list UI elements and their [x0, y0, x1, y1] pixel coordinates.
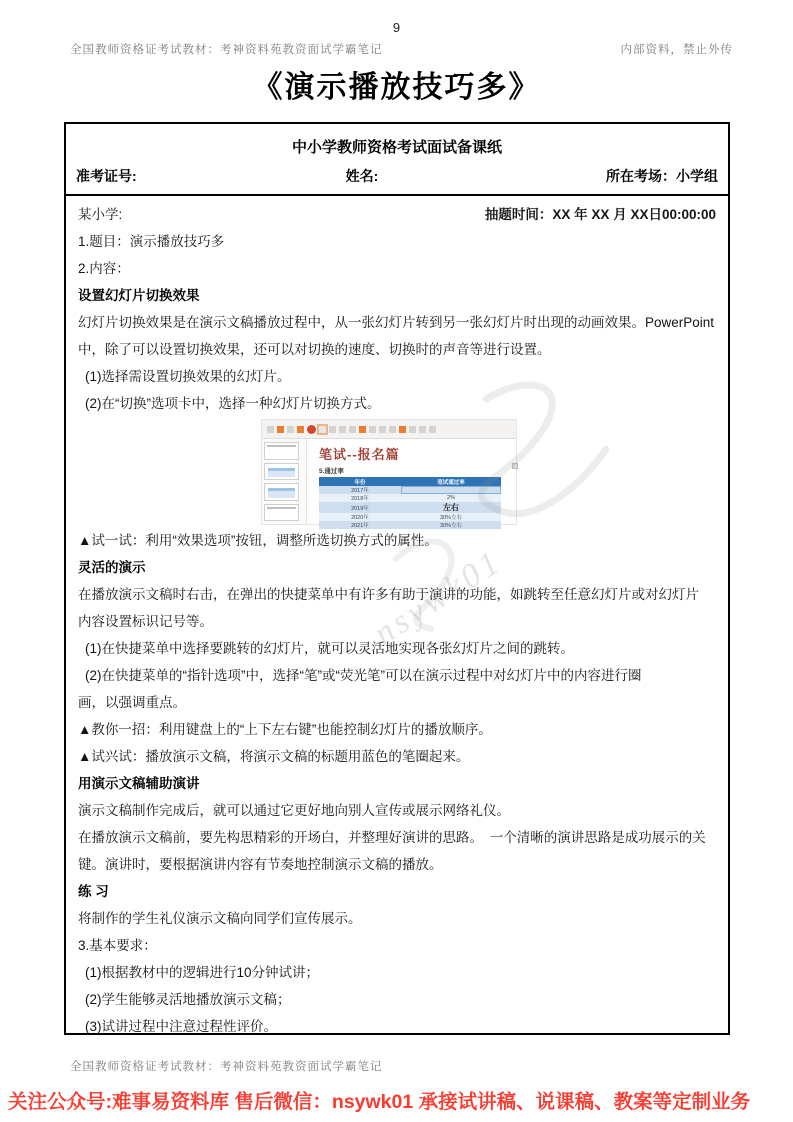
slide-table-row — [319, 521, 501, 529]
draw-time-label: 抽题时间：XX 年 XX 月 XX日00:00:00 — [484, 207, 716, 222]
ribbon-icon — [297, 426, 304, 433]
ribbon-icon — [409, 426, 416, 433]
content-line: 1.题目：演示播放技巧多 — [78, 234, 225, 249]
watermark-text: nsywk01 — [367, 542, 510, 653]
slide-data-table — [319, 477, 501, 529]
content-line: (1)根据教材中的逻辑进行10分钟试讲； — [85, 965, 320, 980]
ppt-main-area — [262, 439, 516, 529]
content-line: 用演示文稿辅助演讲 — [78, 776, 200, 791]
exam-number-label: 准考证号: — [76, 168, 137, 184]
slide-thumbnail — [264, 483, 299, 501]
content-lines-before — [78, 228, 716, 417]
ribbon-icon — [399, 426, 406, 433]
content-line: (1)选择需设置切换效果的幻灯片。 — [85, 369, 291, 384]
slide-table-row — [319, 502, 501, 513]
slide-table-cell: 30%左右 — [401, 521, 501, 529]
content-line: (2)在快捷菜单的“指针选项”中，选择“笔”或“荧光笔”可以在演示过程中对幻灯片中的内容进行圈 — [85, 668, 642, 683]
ribbon-icon — [329, 426, 336, 433]
slide-table-header: 年份 — [319, 477, 401, 486]
slide-table-cell: 30%左右 — [401, 513, 501, 521]
ribbon-icon — [389, 426, 396, 433]
ribbon-icon — [369, 426, 376, 433]
content-line: 将制作的学生礼仪演示文稿向同学们宣传展示。 — [78, 911, 362, 926]
content-line: (3)试讲过程中注意过程性评价。 — [85, 1019, 277, 1034]
document-title: 《演示播放技巧多》 — [252, 71, 541, 104]
slide-table-row — [319, 486, 501, 494]
page-header — [70, 41, 733, 57]
slide-table-cell: 2017年 — [319, 486, 401, 494]
content-line: 设置幻灯片切换效果 — [78, 288, 200, 303]
content-lines-after — [78, 527, 716, 1040]
slide-thumbnail — [264, 442, 299, 460]
slide-table-row — [319, 513, 501, 521]
slide-table-cell: 左右 — [401, 502, 501, 513]
page-number: 9 — [392, 20, 401, 35]
ppt-slide-panel — [262, 439, 307, 524]
ribbon-icon — [419, 426, 426, 433]
ribbon-icon — [359, 426, 366, 433]
candidate-info-row — [66, 166, 728, 196]
content-line: 中，除了可以设置切换效果，还可以对切换的速度、切换时的声音等进行设置。 — [78, 342, 551, 357]
content-line: 键。演讲时，要根据演讲内容有节奏地控制演示文稿的播放。 — [78, 857, 443, 872]
content-line: ▲试兴试：播放演示文稿，将演示文稿的标题用蓝色的笔圈起来。 — [78, 749, 470, 764]
slide-table-cell: 2% — [401, 494, 501, 502]
content-line: ▲教你一招：利用键盘上的“上下左右键”也能控制幻灯片的播放顺序。 — [78, 722, 492, 737]
content-line: 在播放演示文稿时右击，在弹出的快捷菜单中有许多有助于演讲的功能，如跳转至任意幻灯片或对幻灯片 — [78, 587, 699, 602]
school-label: 某小学: — [78, 207, 123, 222]
slide-table-header: 笔试通过率 — [401, 477, 501, 486]
slide-table-cell — [401, 486, 501, 494]
ribbon-icon — [319, 426, 326, 433]
content-line: (2)在“切换”选项卡中，选择一种幻灯片切换方式。 — [85, 396, 381, 411]
sheet-title: 中小学教师资格考试面试备课纸 — [291, 139, 502, 156]
ribbon-icon — [379, 426, 386, 433]
slide-thumbnail — [264, 504, 299, 522]
ribbon-icon — [349, 426, 356, 433]
slide-title: 笔试--报名篇 — [319, 447, 400, 462]
slide-table-cell: 2020年 — [319, 513, 401, 521]
content-line: (1)在快捷菜单中选择要跳转的幻灯片，就可以灵活地实现各张幻灯片之间的跳转。 — [85, 641, 574, 656]
slide-subtitle: 5.通过率 — [319, 468, 344, 475]
content-line: 3.基本要求： — [78, 938, 157, 953]
slide-table-cell: 2021年 — [319, 521, 401, 529]
content-line: 画，以强调重点。 — [78, 695, 186, 710]
ribbon-icon — [429, 426, 436, 433]
ppt-ribbon — [262, 420, 516, 439]
content-line: (2)学生能够灵活地播放演示文稿； — [85, 992, 291, 1007]
content-line: 在播放演示文稿前，要先构思精彩的开场白，并整理好演讲的思路。 一个清晰的演讲思路是成功展示的关 — [78, 830, 706, 845]
content-line: 灵活的演示 — [78, 560, 146, 575]
ribbon-icon — [339, 426, 346, 433]
name-label: 姓名: — [345, 168, 379, 184]
content-line: 练 习 — [78, 884, 109, 899]
sheet-body — [66, 196, 728, 1040]
header-left-text: 全国教师资格证考试教材：考神资料苑教资面试学霸笔记 — [70, 44, 383, 56]
content-line: ▲试一试：利用“效果选项”按钮，调整所选切换方式的属性。 — [78, 533, 438, 548]
promo-banner: 关注公众号:难事易资料库 售后微信：nsywk01 承接试讲稿、说课稿、教案等定制业务 — [8, 1091, 751, 1113]
ribbon-icon — [277, 426, 284, 433]
lesson-prep-sheet — [64, 122, 730, 1035]
slide-object-handle — [512, 463, 518, 469]
slide-table-cell: 2018年 — [319, 494, 401, 502]
content-line: 内容设置标识记号等。 — [78, 614, 213, 629]
ribbon-selected-transition-icon — [307, 425, 316, 434]
ribbon-icon — [287, 426, 294, 433]
school-row — [78, 201, 716, 228]
embedded-powerpoint-screenshot — [262, 420, 516, 529]
content-line: 幻灯片切换效果是在演示文稿播放过程中，从一张幻灯片转到另一张幻灯片时出现的动画效果。PowerPoint — [78, 315, 715, 330]
content-line: 2.内容： — [78, 261, 130, 276]
slide-table-cell: 2019年 — [319, 502, 401, 513]
exam-room-label: 所在考场：小学组 — [606, 168, 718, 184]
ribbon-icon — [267, 426, 274, 433]
slide-table-row — [319, 494, 501, 502]
slide-thumbnail — [264, 463, 299, 481]
content-line: 演示文稿制作完成后，就可以通过它更好地向别人宣传或展示网络礼仪。 — [78, 803, 510, 818]
ppt-slide-canvas — [307, 439, 516, 529]
page-footer: 全国教师资格证考试教材：考神资料苑教资面试学霸笔记 — [70, 1061, 383, 1073]
header-right-text: 内部资料，禁止外传 — [620, 44, 733, 56]
